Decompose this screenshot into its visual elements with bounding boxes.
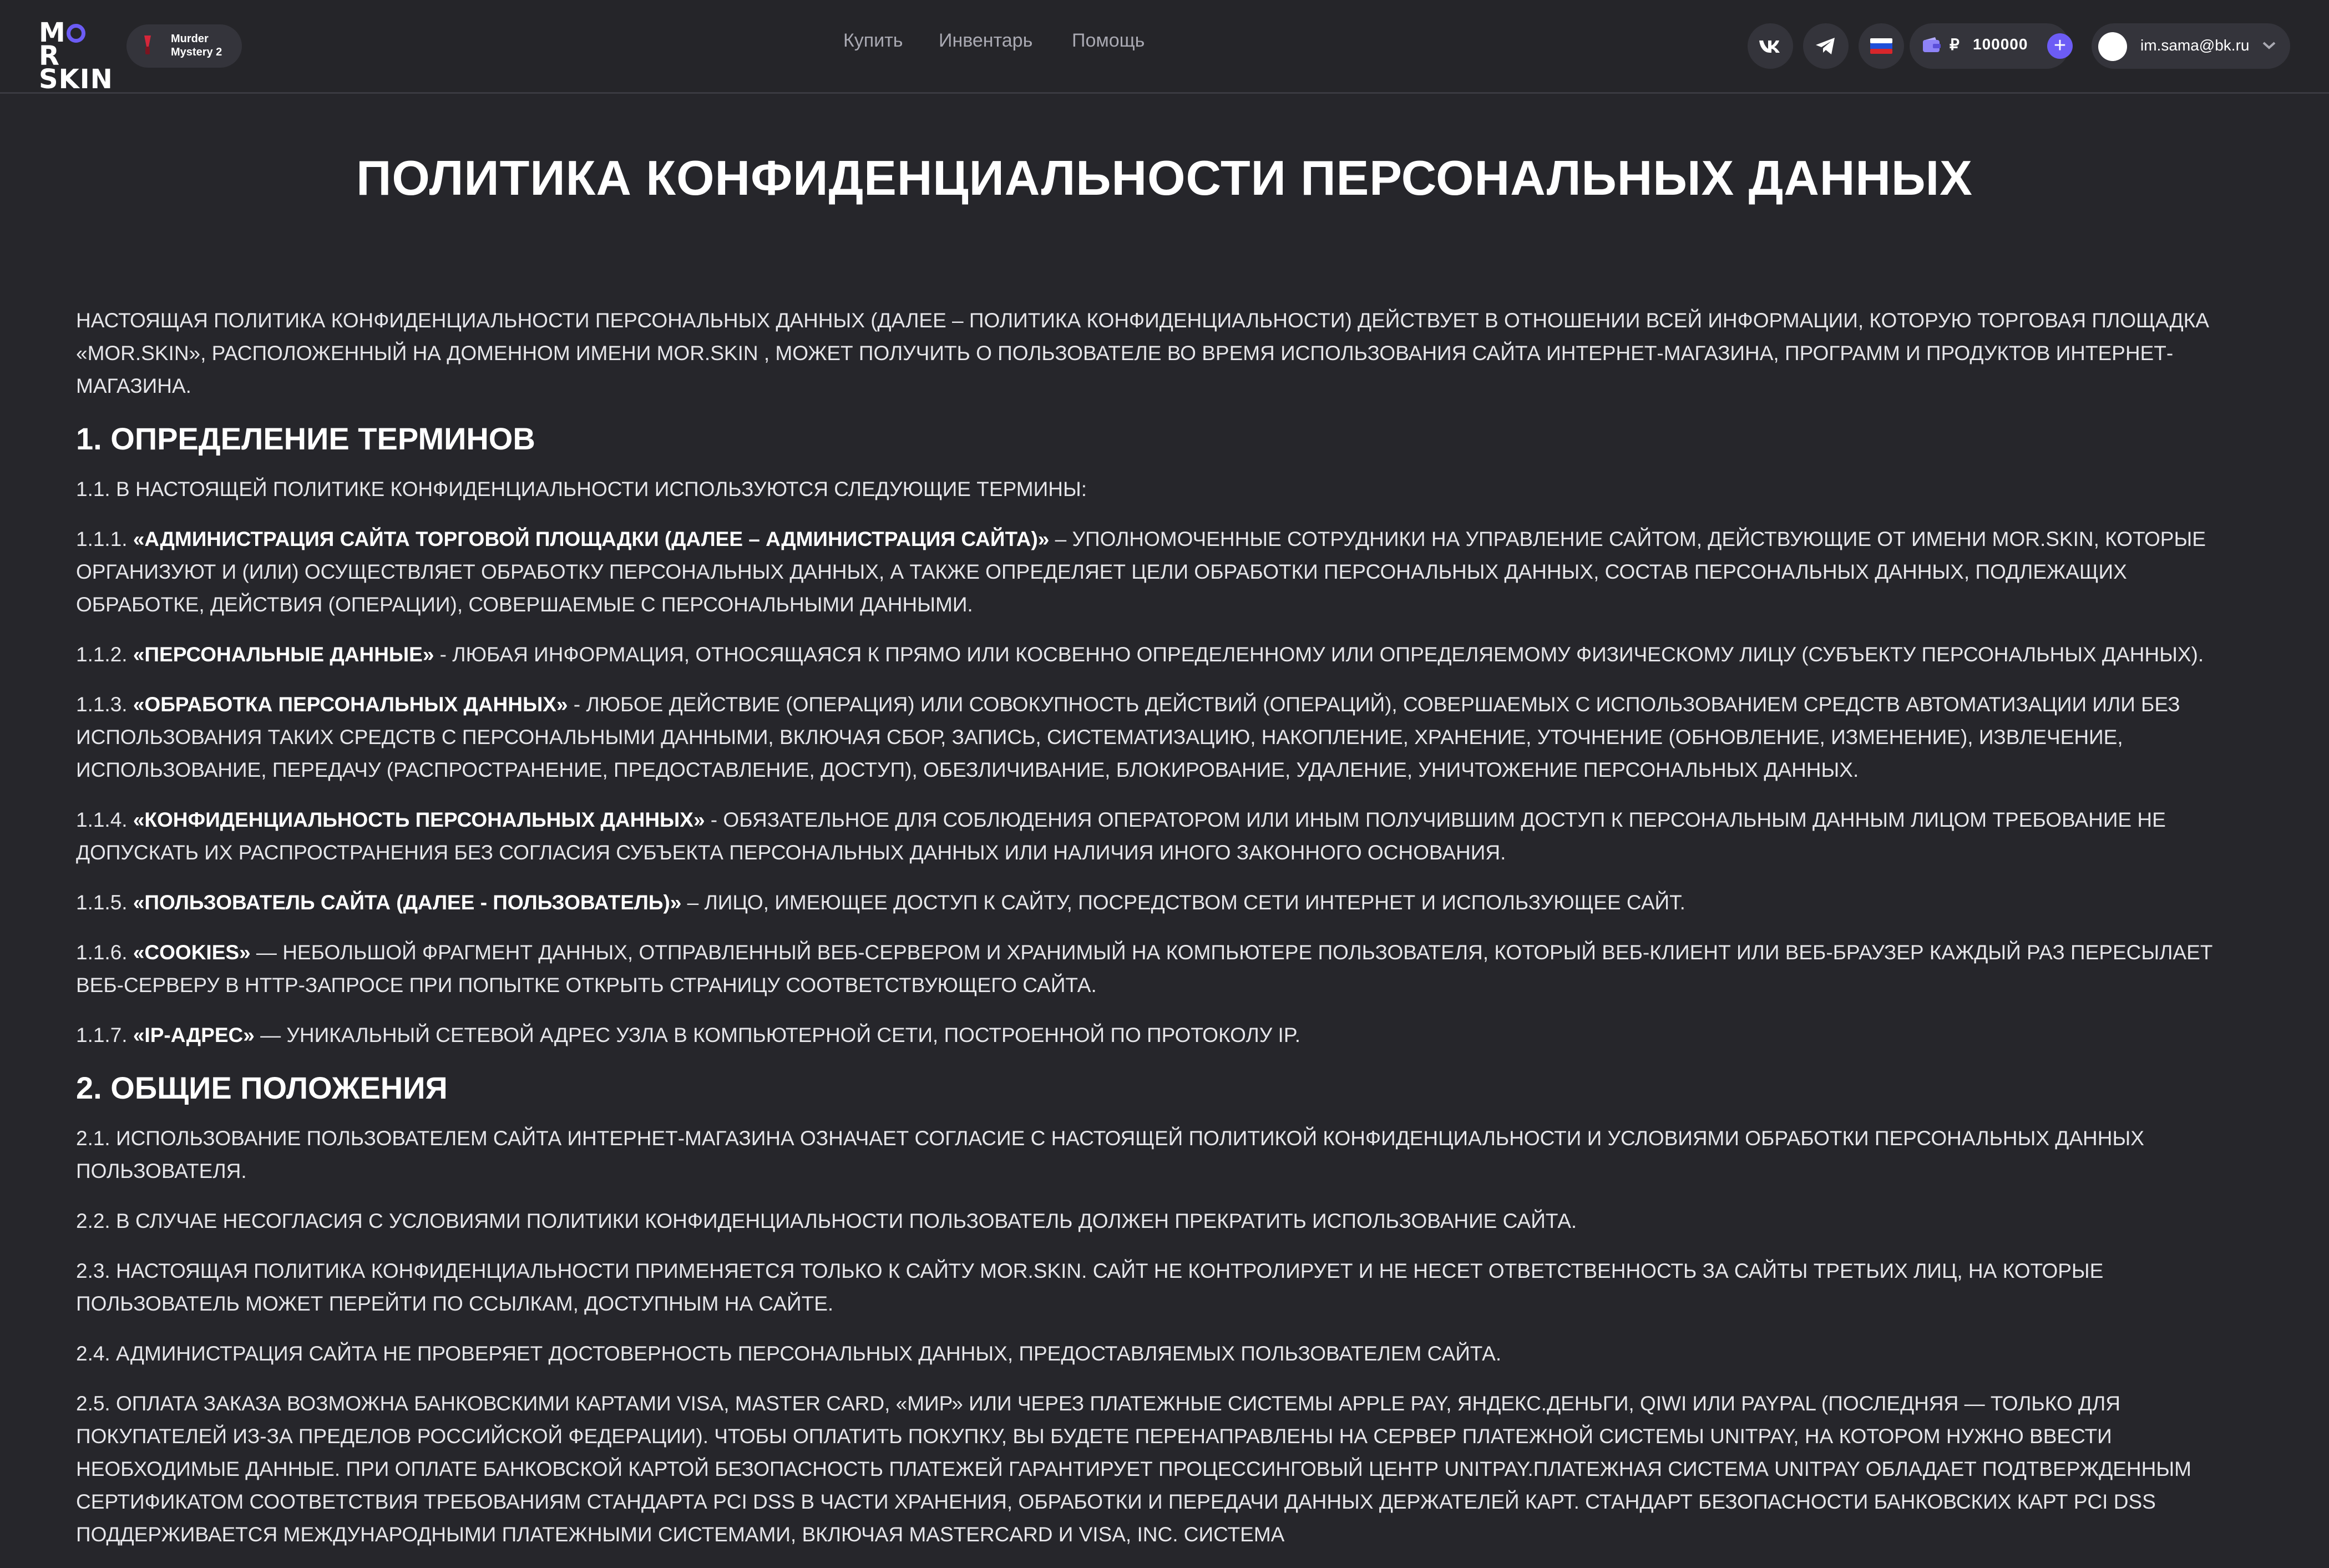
game-selector[interactable] — [126, 24, 242, 68]
top-up-button[interactable]: + — [2047, 33, 2073, 59]
term-name: «ОБРАБОТКА ПЕРСОНАЛЬНЫХ ДАННЫХ» — [133, 693, 568, 716]
term-definition: — УНИКАЛЬНЫЙ СЕТЕВОЙ АДРЕС УЗЛА В КОМПЬЮТЕРНОЙ СЕТИ, ПОСТРОЕННОЙ ПО ПРОТОКОЛУ IP. — [254, 1024, 1301, 1046]
intro-paragraph: НАСТОЯЩАЯ ПОЛИТИКА КОНФИДЕНЦИАЛЬНОСТИ ПЕРСОНАЛЬНЫХ ДАННЫХ (ДАЛЕЕ – ПОЛИТИКА КОНФИДЕНЦИАЛЬНОСТИ) ДЕЙСТВУЕТ В ОТНОШЕНИИ ВСЕЙ ИНФОРМАЦИИ, КОТОРУЮ ТОРГОВАЯ ПЛОЩАДКА «MOR.SKIN», РАСПОЛОЖЕННЫЙ НА ДОМЕННОМ ИМЕНИ MOR.SKIN , МОЖЕТ ПОЛУЧИТЬ О ПОЛЬЗОВАТЕЛЕ ВО ВРЕМЯ ИСПОЛЬЗОВАНИЯ САЙТА ИНТЕРНЕТ-МАГАЗИНА, ПРОГРАММ И ПРОДУКТОВ ИНТЕРНЕТ-МАГАЗИНА. — [76, 309, 2209, 397]
term-name: «COOKIES» — [133, 941, 251, 964]
policy-content — [76, 304, 2256, 1568]
logo-ring-o — [67, 24, 85, 43]
logo-line-2: SKIN — [39, 64, 113, 95]
term-definition: - ОБЯЗАТЕЛЬНОЕ ДЛЯ СОБЛЮДЕНИЯ ОПЕРАТОРОМ ИЛИ ИНЫМ ПОЛУЧИВШИМ ДОСТУП К ПЕРСОНАЛЬНЫМ ДАННЫМ ЛИЦОМ ТРЕБОВАНИЕ НЕ ДОПУСКАТЬ ИХ РАСПРОСТРАНЕНИЯ БЕЗ СОГЛАСИЯ СУБЪЕКТА ПЕРСОНАЛЬНЫХ ДАННЫХ ИЛИ НАЛИЧИЯ ИНОГО ЗАКОННОГО ОСНОВАНИЯ. — [76, 808, 2166, 864]
term-1-1-1 — [76, 523, 2256, 621]
nav-inventory[interactable] — [939, 30, 1032, 58]
game-name-line-2: Mystery 2 — [171, 46, 222, 58]
clause-2-3: 2.3. НАСТОЯЩАЯ ПОЛИТИКА КОНФИДЕНЦИАЛЬНОСТИ ПРИМЕНЯЕТСЯ ТОЛЬКО К САЙТУ MOR.SKIN. САЙТ НЕ КОНТРОЛИРУЕТ И НЕ НЕСЕТ ОТВЕТСТВЕННОСТЬ ЗА САЙТЫ ТРЕТЬИХ ЛИЦ, НА КОТОРЫЕ ПОЛЬЗОВАТЕЛЬ МОЖЕТ ПЕРЕЙТИ ПО ССЫЛКАМ, ДОСТУПНЫМ НА САЙТЕ. — [76, 1260, 2104, 1315]
term-name: «АДМИНИСТРАЦИЯ САЙТА ТОРГОВОЙ ПЛОЩАДКИ (ДАЛЕЕ – АДМИНИСТРАЦИЯ САЙТА)» — [133, 528, 1050, 550]
vk-button[interactable] — [1748, 23, 1793, 69]
russia-flag-icon — [1869, 34, 1893, 58]
term-number: 1.1.2. — [76, 643, 128, 666]
term-number: 1.1.7. — [76, 1024, 128, 1046]
term-definition: — НЕБОЛЬШОЙ ФРАГМЕНТ ДАННЫХ, ОТПРАВЛЕННЫЙ ВЕБ-СЕРВЕРОМ И ХРАНИМЫЙ НА КОМПЬЮТЕРЕ ПОЛЬЗОВАТЕЛЯ, КОТОРЫЙ ВЕБ-КЛИЕНТ ИЛИ ВЕБ-БРАУЗЕР КАЖДЫЙ РАЗ ПЕРЕСЫЛАЕТ ВЕБ-СЕРВЕРУ В HTTP-ЗАПРОСЕ ПРИ ПОПЫТКЕ ОТКРЫТЬ СТРАНИЦУ СООТВЕТСТВУЮЩЕГО САЙТА. — [76, 941, 2213, 997]
term-name: «IP-АДРЕС» — [133, 1024, 255, 1046]
chevron-down-icon — [2261, 40, 2277, 51]
balance-amount: 100000 — [1973, 36, 2028, 53]
term-number: 1.1.6. — [76, 941, 128, 964]
telegram-icon — [1814, 34, 1838, 58]
game-name-line-1: Murder — [171, 33, 209, 45]
clause-2-5: 2.5. ОПЛАТА ЗАКАЗА ВОЗМОЖНА БАНКОВСКИМИ КАРТАМИ VISA, MASTER CARD, «МИР» ИЛИ ЧЕРЕЗ ПЛАТЕЖНЫЕ СИСТЕМЫ APPLE PAY, ЯНДЕКС.ДЕНЬГИ, QIWI ИЛИ PAYPAL (ПОСЛЕДНЯЯ — ТОЛЬКО ДЛЯ ПОКУПАТЕЛЕЙ ИЗ-ЗА ПРЕДЕЛОВ РОССИЙСКОЙ ФЕДЕРАЦИИ). ЧТОБЫ ОПЛАТИТЬ ПОКУПКУ, ВЫ БУДЕТЕ ПЕРЕНАПРАВЛЕНЫ НА СЕРВЕР ПЛАТЕЖНОЙ СИСТЕМЫ UNITPAY, НА КОТОРОМ НУЖНО ВВЕСТИ НЕОБХОДИМЫЕ ДАННЫЕ. ПРИ ОПЛАТЕ БАНКОВСКОЙ КАРТОЙ БЕЗОПАСНОСТЬ ПЛАТЕЖЕЙ ГАРАНТИРУЕТ ПРОЦЕССИНГОВЫЙ ЦЕНТР UNITPAY.ПЛАТЕЖНАЯ СИСТЕМА UNITPAY ОБЛАДАЕТ ПОДТВЕРЖДЕННЫМ СЕРТИФИКАТОМ СООТВЕТСТВИЯ ТРЕБОВАНИЯМ СТАНДАРТА PCI DSS В ЧАСТИ ХРАНЕНИЯ, ОБРАБОТКИ И ПЕРЕДАЧИ ДАННЫХ ДЕРЖАТЕЛЕЙ КАРТ. СТАНДАРТ БЕЗОПАСНОСТИ БАНКОВСКИХ КАРТ PCI DSS ПОДДЕРЖИВАЕТСЯ МЕЖДУНАРОДНЫМИ ПЛАТЕЖНЫМИ СИСТЕМАМИ, ВКЛЮЧАЯ MASTERCARD И VISA, INC. СИСТЕМА — [76, 1392, 2191, 1546]
term-number: 1.1.5. — [76, 891, 128, 914]
term-1-1-7 — [76, 1019, 2256, 1051]
balance-currency: ₽ — [1950, 36, 1960, 53]
term-definition: – УПОЛНОМОЧЕННЫЕ СОТРУДНИКИ НА УПРАВЛЕНИЕ САЙТОМ, ДЕЙСТВУЮЩИЕ ОТ ИМЕНИ MOR.SKIN, КОТОРЫЕ ОРГАНИЗУЮТ И (ИЛИ) ОСУЩЕСТВЛЯЕТ ОБРАБОТКУ ПЕРСОНАЛЬНЫХ ДАННЫХ, А ТАКЖЕ ОПРЕДЕЛЯЕТ ЦЕЛИ ОБРАБОТКИ ПЕРСОНАЛЬНЫХ ДАННЫХ, СОСТАВ ПЕРСОНАЛЬНЫХ ДАННЫХ, ПОДЛЕЖАЩИХ ОБРАБОТКЕ, ДЕЙСТВИЯ (ОПЕРАЦИИ), СОВЕРШАЕМЫЕ С ПЕРСОНАЛЬНЫМИ ДАННЫМИ. — [76, 528, 2206, 616]
clause-2-4: 2.4. АДМИНИСТРАЦИЯ САЙТА НЕ ПРОВЕРЯЕТ ДОСТОВЕРНОСТЬ ПЕРСОНАЛЬНЫХ ДАННЫХ, ПРЕДОСТАВЛЯЕМЫХ ПОЛЬЗОВАТЕЛЕМ САЙТА. — [76, 1342, 1502, 1365]
language-button[interactable] — [1859, 23, 1904, 69]
vk-icon — [1758, 34, 1783, 58]
term-1-1-2 — [76, 638, 2256, 671]
term-1-1-5 — [76, 886, 2256, 919]
term-definition: - ЛЮБОЕ ДЕЙСТВИЕ (ОПЕРАЦИЯ) ИЛИ СОВОКУПНОСТЬ ДЕЙСТВИЙ (ОПЕРАЦИЙ), СОВЕРШАЕМЫХ С ИСПОЛЬЗОВАНИЕМ СРЕДСТВ АВТОМАТИЗАЦИИ ИЛИ БЕЗ ИСПОЛЬЗОВАНИЯ ТАКИХ СРЕДСТВ С ПЕРСОНАЛЬНЫМИ ДАННЫМИ, ВКЛЮЧАЯ СБОР, ЗАПИСЬ, СИСТЕМАТИЗАЦИЮ, НАКОПЛЕНИЕ, ХРАНЕНИЕ, УТОЧНЕНИЕ (ОБНОВЛЕНИЕ, ИЗМЕНЕНИЕ), ИЗВЛЕЧЕНИЕ, ИСПОЛЬЗОВАНИЕ, ПЕРЕДАЧУ (РАСПРОСТРАНЕНИЕ, ПРЕДОСТАВЛЕНИЕ, ДОСТУП), ОБЕЗЛИЧИВАНИЕ, БЛОКИРОВАНИЕ, УДАЛЕНИЕ, УНИЧТОЖЕНИЕ ПЕРСОНАЛЬНЫХ ДАННЫХ. — [76, 693, 2180, 781]
nav-buy-label[interactable]: Купить — [843, 30, 903, 51]
user-email: im.sama@bk.ru — [2140, 37, 2250, 54]
clause-2-1: 2.1. ИСПОЛЬЗОВАНИЕ ПОЛЬЗОВАТЕЛЕМ САЙТА ИНТЕРНЕТ-МАГАЗИНА ОЗНАЧАЕТ СОГЛАСИЕ С НАСТОЯЩЕЙ ПОЛИТИКОЙ КОНФИДЕНЦИАЛЬНОСТИ И УСЛОВИЯМИ ОБРАБОТКИ ПЕРСОНАЛЬНЫХ ДАННЫХ ПОЛЬЗОВАТЕЛЯ. — [76, 1127, 2144, 1182]
nav-buy[interactable] — [843, 30, 903, 58]
page-title: ПОЛИТИКА КОНФИДЕНЦИАЛЬНОСТИ ПЕРСОНАЛЬНЫХ ДАННЫХ — [356, 150, 1973, 205]
term-1-1-6 — [76, 936, 2256, 1002]
clause-2-2: 2.2. В СЛУЧАЕ НЕСОГЛАСИЯ С УСЛОВИЯМИ ПОЛИТИКИ КОНФИДЕНЦИАЛЬНОСТИ ПОЛЬЗОВАТЕЛЬ ДОЛЖЕН ПРЕКРАТИТЬ ИСПОЛЬЗОВАНИЕ САЙТА. — [76, 1210, 1577, 1232]
balance-widget[interactable] — [1910, 23, 2069, 69]
term-number: 1.1.3. — [76, 693, 128, 716]
term-name: «ПОЛЬЗОВАТЕЛЬ САЙТА (ДАЛЕЕ - ПОЛЬЗОВАТЕЛЬ)» — [133, 891, 682, 914]
nav-help-label[interactable]: Помощь — [1072, 30, 1145, 51]
user-menu[interactable] — [2092, 23, 2290, 69]
nav-inventory-label[interactable]: Инвентарь — [939, 30, 1033, 51]
term-definition: - ЛЮБАЯ ИНФОРМАЦИЯ, ОТНОСЯЩАЯСЯ К ПРЯМО ИЛИ КОСВЕННО ОПРЕДЕЛЕННОМУ ИЛИ ОПРЕДЕЛЯЕМОМУ ФИЗИЧЕСКОМУ ЛИЦУ (СУБЪЕКТУ ПЕРСОНАЛЬНЫХ ДАННЫХ). — [434, 643, 2204, 666]
section-2-heading: 2. ОБЩИЕ ПОЛОЖЕНИЯ — [76, 1070, 448, 1105]
nav-help[interactable] — [1072, 30, 1145, 58]
term-number: 1.1.1. — [76, 528, 128, 550]
term-definition: – ЛИЦО, ИМЕЮЩЕЕ ДОСТУП К САЙТУ, ПОСРЕДСТВОМ СЕТИ ИНТЕРНЕТ И ИСПОЛЬЗУЮЩЕЕ САЙТ. — [681, 891, 1685, 914]
logo-line-1: MR — [39, 21, 105, 68]
telegram-button[interactable] — [1803, 23, 1849, 69]
term-name: «КОНФИДЕНЦИАЛЬНОСТЬ ПЕРСОНАЛЬНЫХ ДАННЫХ» — [133, 808, 705, 831]
section-1-intro: 1.1. В НАСТОЯЩЕЙ ПОЛИТИКЕ КОНФИДЕНЦИАЛЬНОСТИ ИСПОЛЬЗУЮТСЯ СЛЕДУЮЩИЕ ТЕРМИНЫ: — [76, 478, 1087, 500]
site-logo[interactable] — [39, 17, 113, 95]
game-name — [171, 32, 243, 59]
top-header — [0, 0, 2329, 94]
term-1-1-3 — [76, 688, 2256, 786]
section-1-heading: 1. ОПРЕДЕЛЕНИЕ ТЕРМИНОВ — [76, 421, 535, 456]
avatar — [2098, 32, 2127, 61]
term-1-1-4 — [76, 803, 2256, 869]
wallet-icon — [1922, 37, 1942, 54]
term-name: «ПЕРСОНАЛЬНЫЕ ДАННЫЕ» — [133, 643, 434, 666]
knife-icon — [136, 34, 159, 57]
term-number: 1.1.4. — [76, 808, 128, 831]
